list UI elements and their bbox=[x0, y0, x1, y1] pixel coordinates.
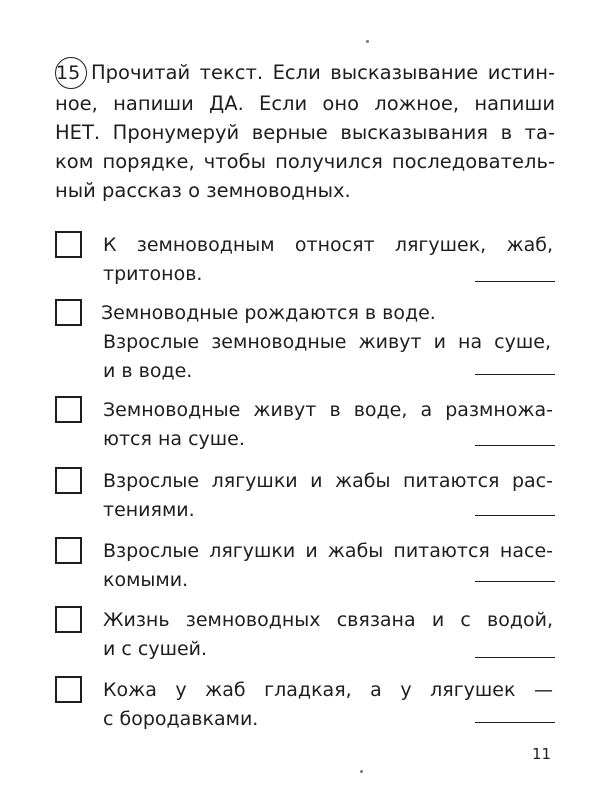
statement-text bbox=[103, 537, 553, 595]
page-number: 11 bbox=[532, 745, 552, 763]
statement-checkbox[interactable] bbox=[55, 231, 82, 258]
answer-line[interactable] bbox=[475, 281, 555, 282]
statement-item bbox=[55, 230, 555, 300]
statement-item bbox=[55, 536, 555, 606]
print-speck bbox=[360, 770, 363, 773]
task-line-2: ное, напиши ДА. Если оно ложное, напиши bbox=[55, 92, 555, 115]
statement-item bbox=[55, 605, 555, 675]
statement-text bbox=[101, 299, 551, 386]
task-instructions bbox=[55, 58, 555, 205]
answer-line[interactable] bbox=[475, 581, 555, 582]
task-line-5: ный рассказ о земноводных. bbox=[55, 179, 351, 202]
task-line-4: ком порядке, чтобы получился последователь- bbox=[55, 150, 555, 173]
statement-item bbox=[55, 298, 555, 388]
statement-line: К земноводным относят лягушек, жаб, bbox=[103, 234, 553, 256]
statement-text bbox=[103, 676, 553, 734]
statement-checkbox[interactable] bbox=[55, 606, 82, 633]
statement-line: комыми. bbox=[103, 569, 189, 591]
statement-text bbox=[103, 467, 553, 525]
statement-checkbox[interactable] bbox=[55, 467, 82, 494]
statement-line: тритонов. bbox=[103, 263, 203, 285]
statement-line: и в воде. bbox=[103, 360, 193, 382]
statement-line: ются на суше. bbox=[103, 428, 245, 450]
answer-line[interactable] bbox=[475, 445, 555, 446]
task-line-1 bbox=[55, 58, 555, 89]
statement-line: Взрослые лягушки и жабы питаются насе- bbox=[103, 540, 553, 562]
print-speck bbox=[366, 40, 369, 43]
answer-line[interactable] bbox=[475, 515, 555, 516]
statement-checkbox[interactable] bbox=[55, 396, 82, 423]
answer-line[interactable] bbox=[475, 722, 555, 723]
statement-line: Кожа у жаб гладкая, а у лягушек — bbox=[103, 679, 553, 701]
statement-checkbox[interactable] bbox=[55, 537, 82, 564]
statement-line: и с сушей. bbox=[103, 638, 208, 660]
statement-line: Земноводные рождаются в воде. bbox=[101, 302, 436, 324]
answer-line[interactable] bbox=[475, 374, 555, 375]
statement-text bbox=[103, 606, 553, 664]
task-line-3: НЕТ. Пронумеруй верные высказывания в та- bbox=[55, 121, 555, 144]
statement-line: Земноводные живут в воде, а размножа- bbox=[103, 399, 553, 421]
statement-line: тениями. bbox=[103, 499, 195, 521]
statement-item bbox=[55, 395, 555, 465]
statement-checkbox[interactable] bbox=[55, 676, 82, 703]
statement-line: Взрослые лягушки и жабы питаются рас- bbox=[103, 470, 553, 492]
task-line-1-text: Прочитай текст. Если высказывание истин- bbox=[91, 61, 555, 84]
statement-checkbox[interactable] bbox=[55, 299, 82, 326]
answer-line[interactable] bbox=[475, 657, 555, 658]
statement-line: Взрослые земноводные живут и на суше, bbox=[103, 331, 551, 353]
statement-item bbox=[55, 466, 555, 536]
task-number-badge: 15 bbox=[55, 57, 87, 89]
statement-line: с бородавками. bbox=[103, 708, 259, 730]
statement-item bbox=[55, 675, 555, 745]
statement-line: Жизнь земноводных связана и с водой, bbox=[103, 609, 553, 631]
